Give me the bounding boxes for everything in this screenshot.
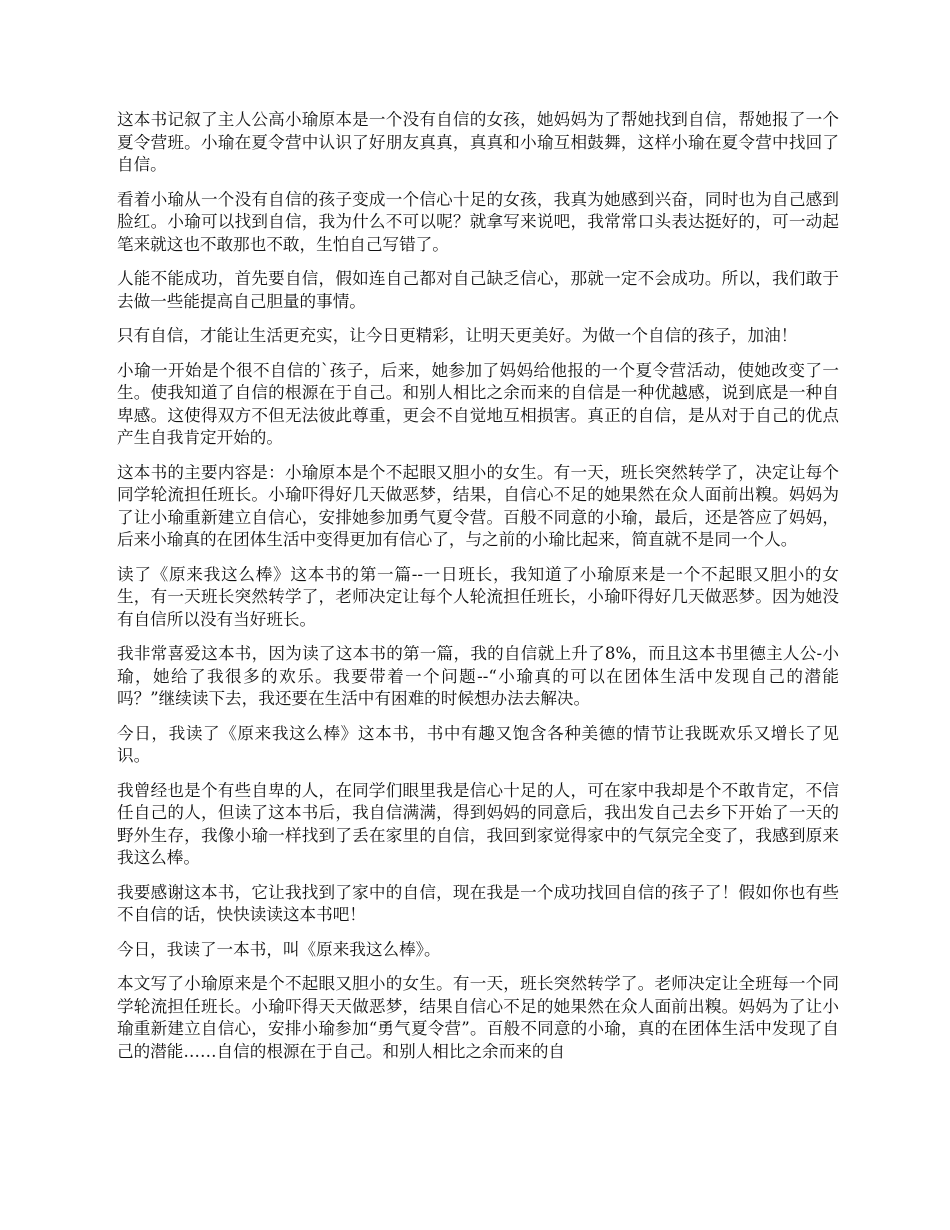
paragraph-13: 本文写了小瑜原来是个不起眼又胆小的女生。有一天，班长突然转学了。老师决定让全班每一个同学轮流担任班长。小瑜吓得天天做恶梦，结果自信心不足的她果然在众人面前出糗。妈妈为了让小瑜重新建立自信心，安排小瑜参加“勇气夏令营”。百般不同意的小瑜，真的在团体生活中发现了自己的潜能……自信的根源在于自己。和别人相比之余而来的自 — [117, 974, 839, 1061]
document-body — [117, 109, 839, 1075]
paragraph-9: 今日，我读了《原来我这么棒》这本书，书中有趣又饱含各种美德的情节让我既欢乐又增长了见识。 — [117, 723, 839, 765]
paragraph-5: 小瑜一开始是个很不自信的`孩子，后来，她参加了妈妈给他报的一个夏令营活动，使她改变了一生。使我知道了自信的根源在于自己。和别人相比之余而来的自信是一种优越感，说到底是一种自卑感。这使得双方不但无法彼此尊重，更会不自觉地互相损害。真正的自信，是从对于自己的优点产生自我肯定开始的。 — [117, 360, 839, 447]
paragraph-6: 这本书的主要内容是：小瑜原本是个不起眼又胆小的女生。有一天，班长突然转学了，决定让每个同学轮流担任班长。小瑜吓得好几天做恶梦，结果，自信心不足的她果然在众人面前出糗。妈妈为了让小瑜重新建立自信心，安排她参加勇气夏令营。百般不同意的小瑜，最后，还是答应了妈妈，后来小瑜真的在团体生活中变得更加有信心了，与之前的小瑜比起来，简直就不是同一个人。 — [117, 462, 839, 549]
paragraph-3: 人能不能成功，首先要自信，假如连自己都对自己缺乏信心，那就一定不会成功。所以，我们敢于去做一些能提高自己胆量的事情。 — [117, 269, 839, 311]
paragraph-1: 这本书记叙了主人公高小瑜原本是一个没有自信的女孩，她妈妈为了帮她找到自信，帮她报了一个夏令营班。小瑜在夏令营中认识了好朋友真真，真真和小瑜互相鼓舞，这样小瑜在夏令营中找回了自信。 — [117, 110, 839, 174]
paragraph-10: 我曾经也是个有些自卑的人，在同学们眼里我是信心十足的人，可在家中我却是个不敢肯定，不信任自己的人，但读了这本书后，我自信满满，得到妈妈的同意后，我出发自己去乡下开始了一天的野外生存，我像小瑜一样找到了丢在家里的自信，我回到家觉得家中的气氛完全变了，我感到原来我这么棒。 — [117, 780, 839, 867]
paragraph-7: 读了《原来我这么棒》这本书的第一篇--一日班长，我知道了小瑜原来是一个不起眼又胆小的女生，有一天班长突然转学了，老师决定让每个人轮流担任班长，小瑜吓得好几天做恶梦。因为她没有自信所以没有当好班长。 — [117, 564, 839, 629]
paragraph-8: 我非常喜爱这本书，因为读了这本书的第一篇，我的自信就上升了8%，而且这本书里德主人公-小瑜，她给了我很多的欢乐。我要带着一个问题--“小瑜真的可以在团体生活中发现自己的潜能吗？”继续读下去，我还要在生活中有困难的时候想办法去解决。 — [117, 644, 839, 708]
paragraph-11: 我要感谢这本书，它让我找到了家中的自信，现在我是一个成功找回自信的孩子了！假如你也有些不自信的话，快快读读这本书吧！ — [117, 882, 839, 924]
paragraph-2: 看着小瑜从一个没有自信的孩子变成一个信心十足的女孩，我真为她感到兴奋，同时也为自己感到脸红。小瑜可以找到自信，我为什么不可以呢？就拿写来说吧，我常常口头表达挺好的，可一动起笔来就这也不敢那也不敢，生怕自己写错了。 — [117, 189, 839, 254]
paragraph-12: 今日，我读了一本书，叫《原来我这么棒》。 — [117, 939, 441, 959]
paragraph-4: 只有自信，才能让生活更充实，让今日更精彩，让明天更美好。为做一个自信的孩子，加油！ — [117, 326, 798, 345]
